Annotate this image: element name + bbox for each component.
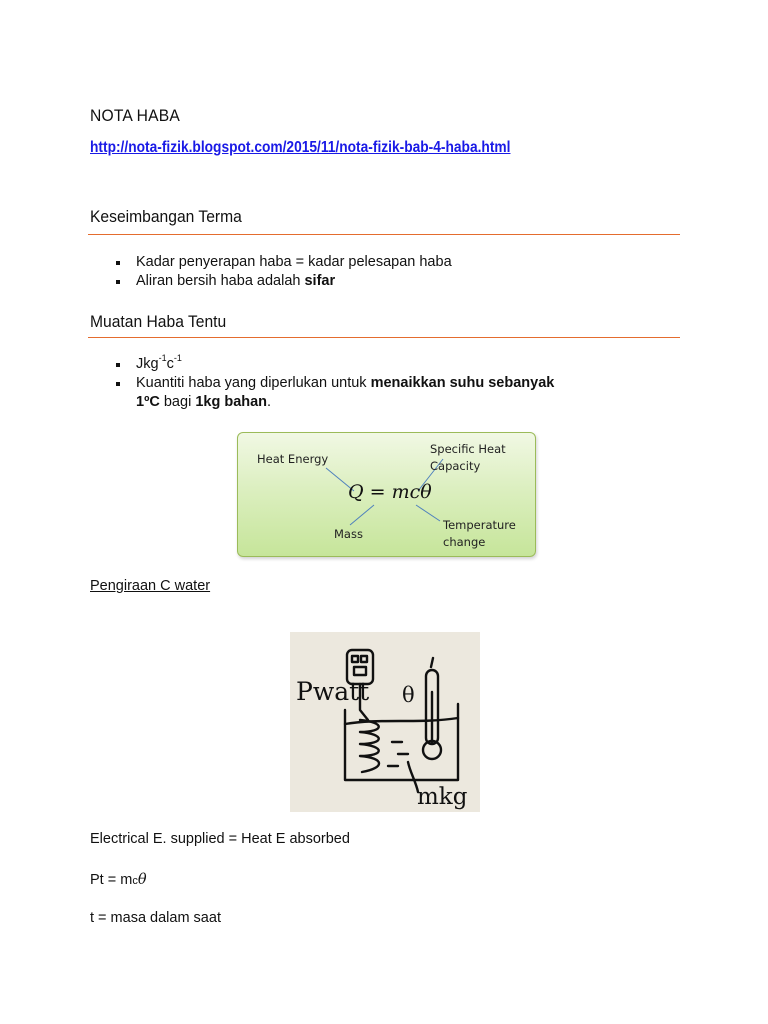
power-formula-line: Pt = mcθ — [90, 872, 147, 888]
bullet-text: Aliran bersih haba adalah — [136, 273, 305, 289]
page-title: NOTA HABA — [90, 106, 181, 125]
equation-diagram — [237, 432, 536, 557]
section-heading-muatan: Muatan Haba Tentu — [90, 312, 227, 331]
equation-text: Q = mcθ — [348, 481, 432, 503]
heater-sketch-image — [290, 632, 480, 812]
list-item — [116, 253, 452, 272]
time-definition-line: t = masa dalam saat — [90, 910, 221, 926]
specific-heat-label-2: Capacity — [430, 459, 481, 473]
section-heading-keseimbangan: Keseimbangan Terma — [90, 207, 242, 226]
heat-energy-label: Heat Energy — [257, 452, 329, 466]
mass-sketch-label: mkg — [417, 784, 468, 810]
temperature-label-1: Temperature — [443, 518, 516, 532]
mass-label: Mass — [334, 527, 363, 541]
bullet-list-keseimbangan — [116, 253, 452, 291]
energy-equation-line: Electrical E. supplied = Heat E absorbed — [90, 831, 350, 847]
bullet-list-muatan — [116, 355, 636, 412]
section-divider — [88, 234, 680, 235]
list-item — [116, 355, 636, 374]
pengiraan-heading: Pengiraan C water — [90, 578, 211, 594]
source-link[interactable]: http://nota-fizik.blogspot.com/2015/11/nota-fizik-bab-4-haba.html — [90, 139, 511, 156]
heater-sketch — [290, 632, 480, 812]
list-item — [116, 272, 452, 291]
temperature-label-2: change — [443, 535, 486, 549]
bullet-text: Kadar penyerapan haba = kadar pelesapan haba — [136, 254, 452, 270]
unit-text: $Jkg^{-1}c^{-1}$ — [136, 353, 182, 372]
section-divider — [88, 337, 680, 338]
bullet-bold-text: sifar — [304, 273, 336, 289]
theta-label: θ — [402, 683, 415, 707]
list-item: Kuantiti haba yang diperlukan untuk menaikkan suhu sebanyak 1ºC bagi 1kg bahan. — [116, 374, 636, 412]
power-label: Pwatt — [296, 677, 370, 706]
specific-heat-label-1: Specific Heat — [430, 442, 506, 456]
